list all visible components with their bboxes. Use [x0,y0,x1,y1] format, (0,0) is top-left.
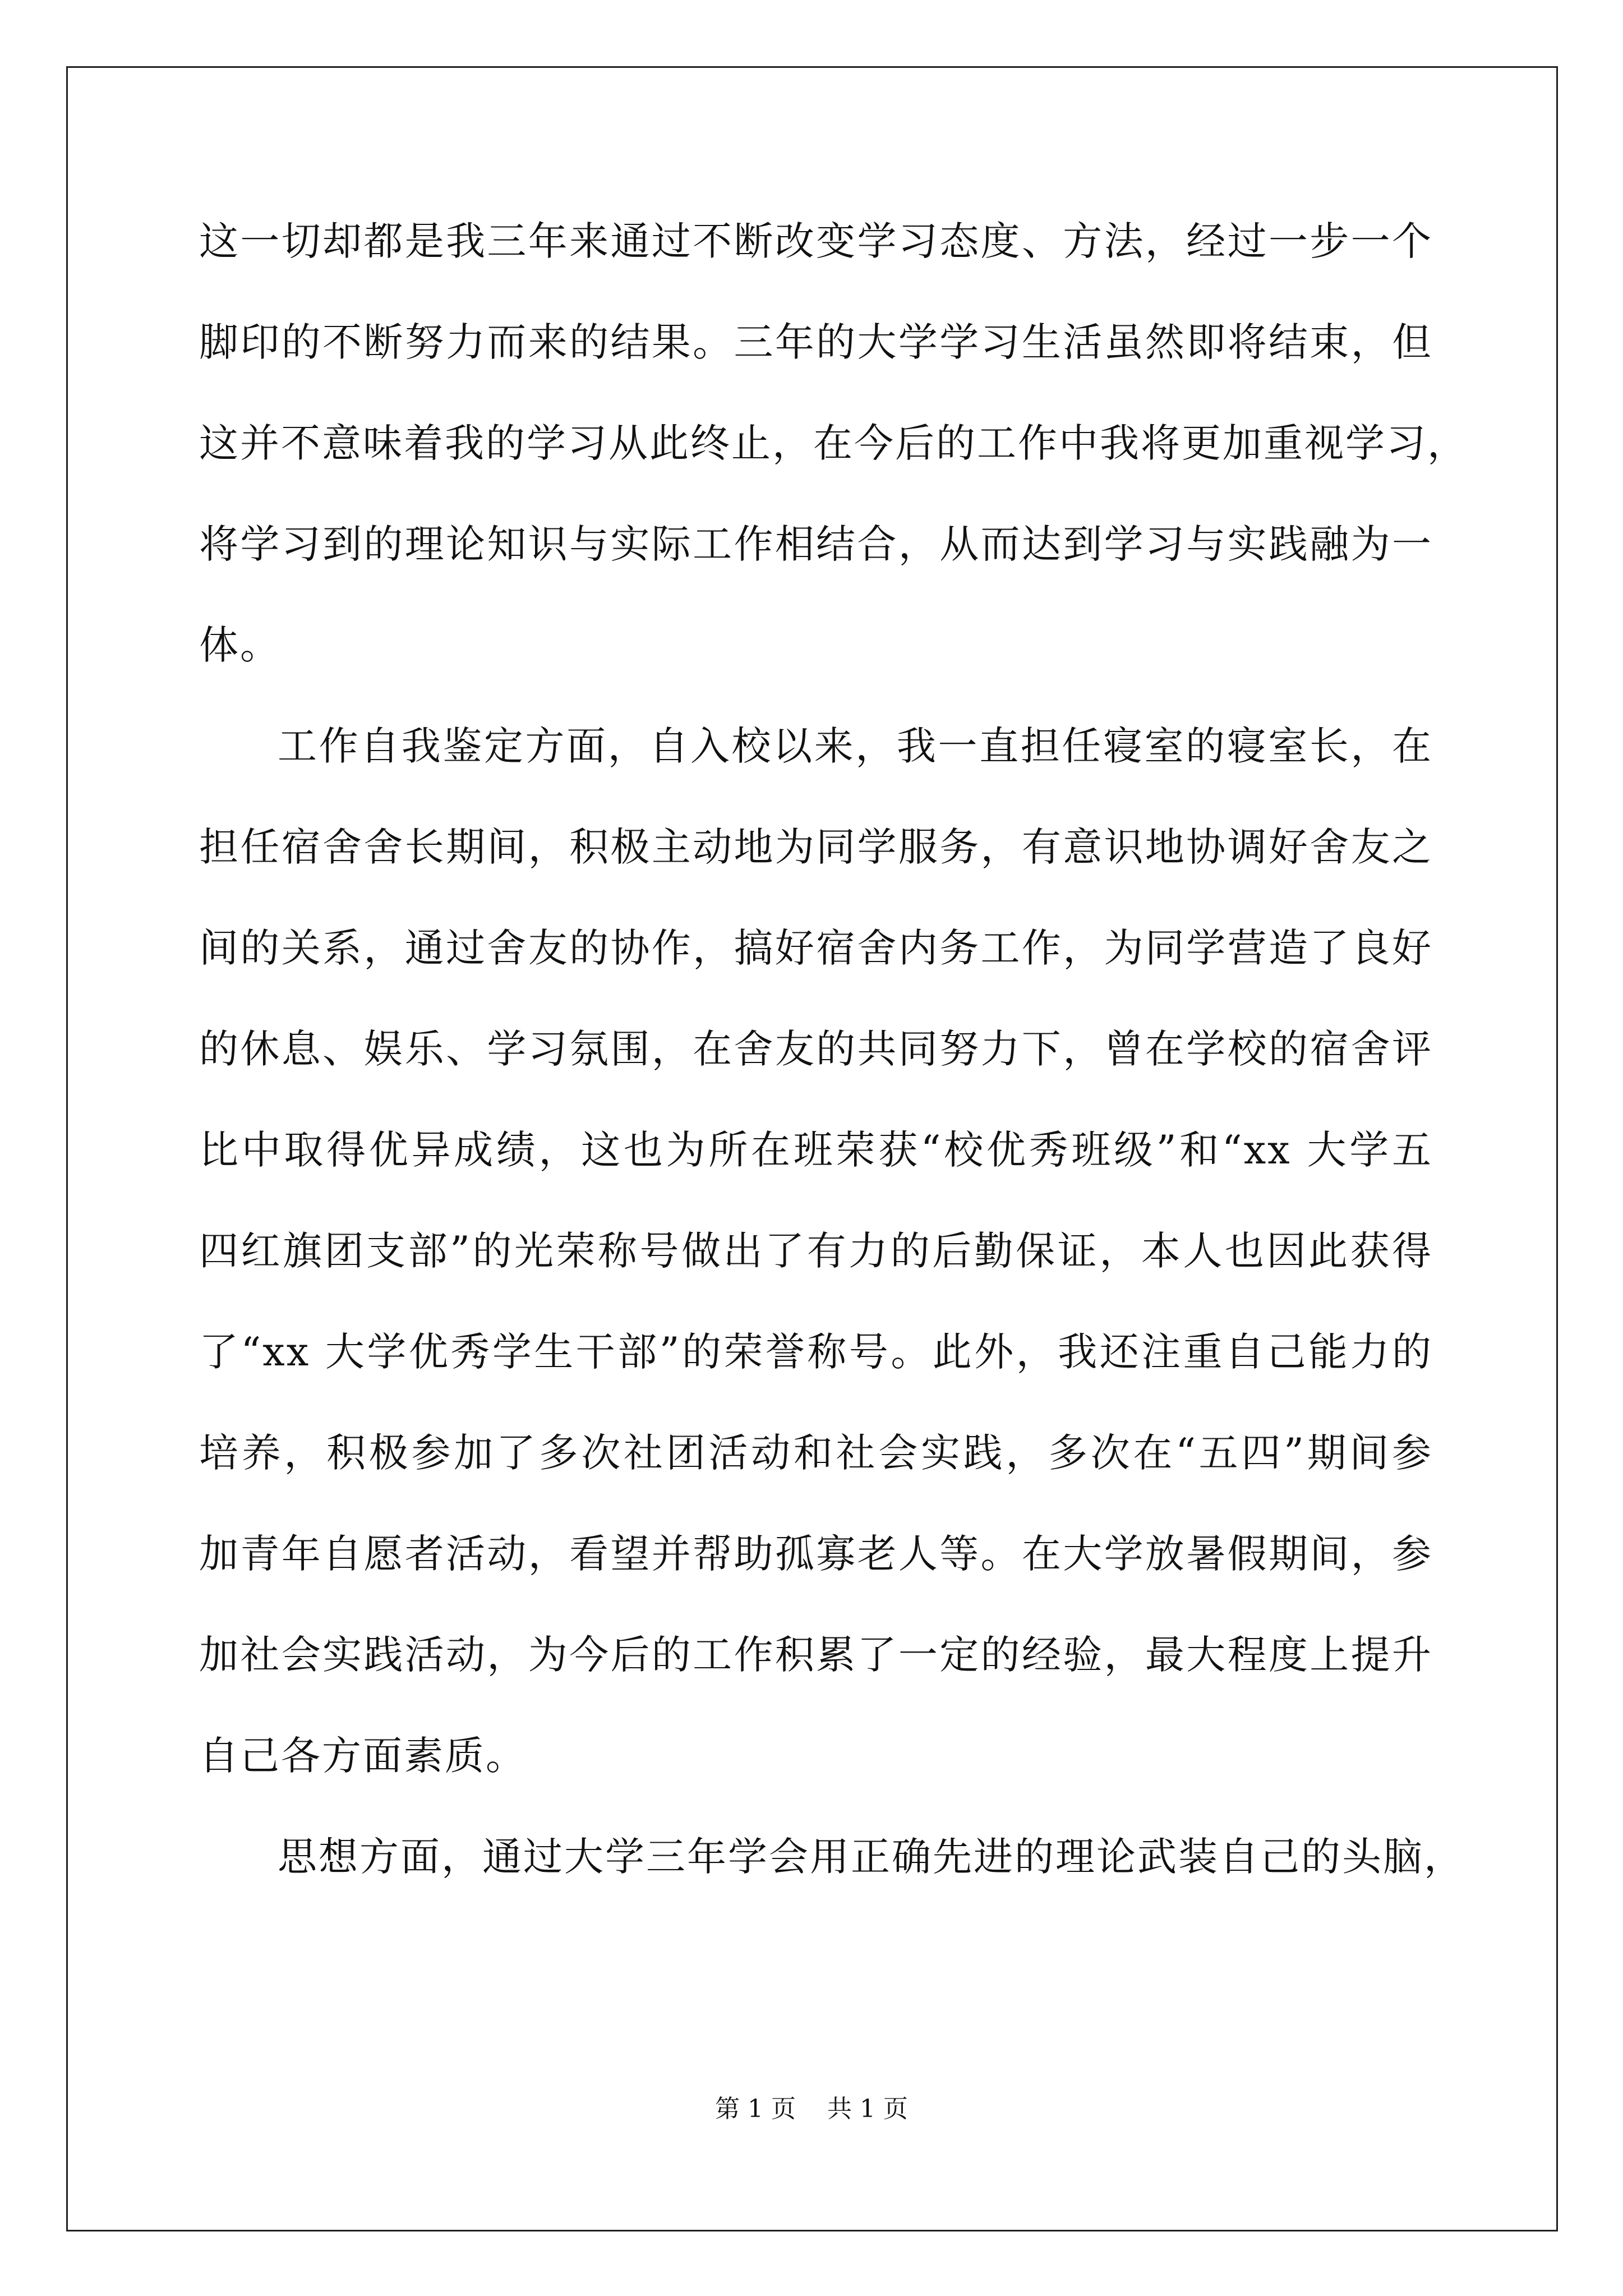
paragraph-first-line: 思想方面，通过大学三年学会用正确先进的理论武装自己的头脑， [278,1834,1465,1880]
page-number-footer: 第 1 页 共 1 页 [715,2095,908,2123]
text-line: 自己各方面素质。 [199,1733,527,1779]
text-line: 加青年自愿者活动，看望并帮助孤寡老人等。在大学放暑假期间，参 [199,1531,1433,1577]
text-line: 培养，积极参加了多次社团活动和社会实践，多次在“五四”期间参 [199,1430,1433,1476]
text-line: 担任宿舍舍长期间，积极主动地为同学服务，有意识地协调好舍友之 [199,824,1433,870]
text-line: 间的关系，通过舍友的协作，搞好宿舍内务工作，为同学营造了良好 [199,925,1433,971]
text-line: 比中取得优异成绩，这也为所在班荣获“校优秀班级”和“xx 大学五 [199,1127,1433,1173]
text-line: 体。 [199,622,281,668]
text-line: 这并不意味着我的学习从此终止，在今后的工作中我将更加重视学习， [199,420,1468,466]
paragraph-first-line: 工作自我鉴定方面，自入校以来，我一直担任寝室的寝室长，在 [278,723,1433,769]
text-line: 脚印的不断努力而来的结果。三年的大学学习生活虽然即将结束，但 [199,319,1433,365]
text-line: 将学习到的理论知识与实际工作相结合，从而达到学习与实践融为一 [199,521,1433,567]
text-line: 加社会实践活动，为今后的工作积累了一定的经验，最大程度上提升 [199,1632,1433,1678]
text-line: 的休息、娱乐、学习氛围，在舍友的共同努力下，曾在学校的宿舍评 [199,1026,1433,1072]
text-line: 四红旗团支部”的光荣称号做出了有力的后勤保证，本人也因此获得 [199,1228,1433,1274]
text-line: 了“xx 大学优秀学生干部”的荣誉称号。此外，我还注重自己能力的 [199,1329,1433,1375]
text-line: 这一切却都是我三年来通过不断改变学习态度、方法，经过一步一个 [199,218,1433,264]
